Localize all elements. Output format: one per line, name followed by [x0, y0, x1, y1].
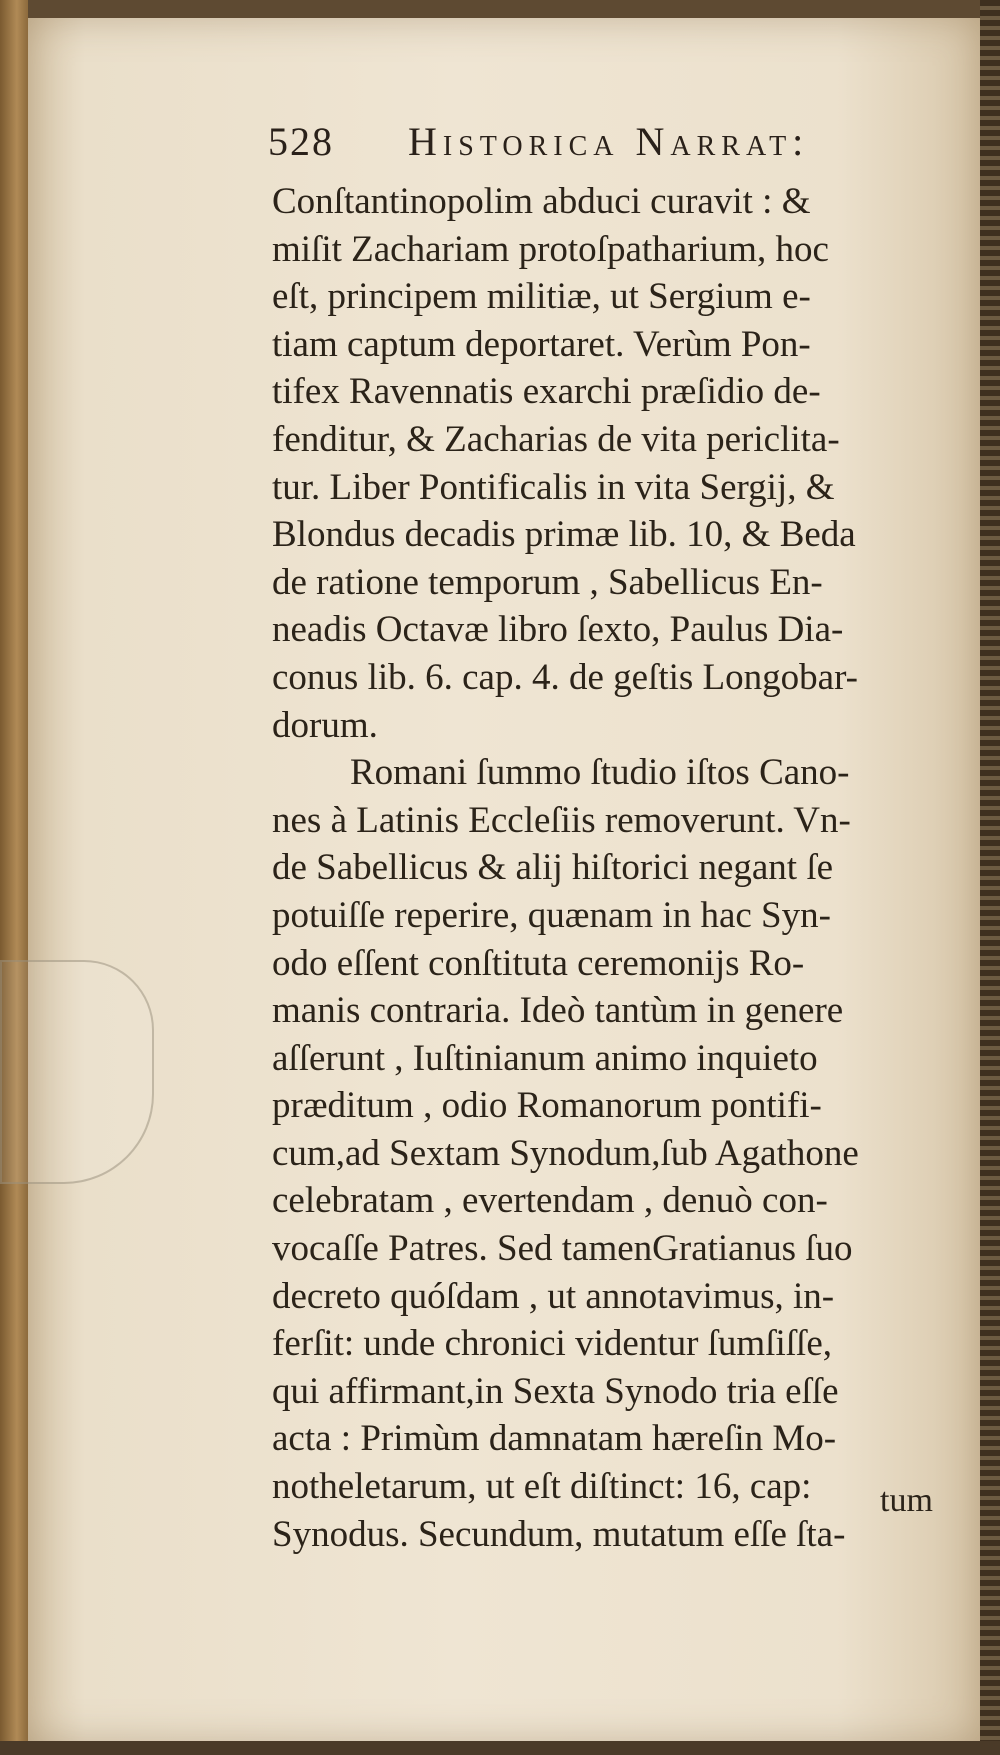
- text-line: cum,ad Sextam Synodum,ſub Agathone: [272, 1132, 859, 1174]
- text-line: qui affirmant,in Sexta Synodo tria eſſe: [272, 1370, 839, 1412]
- text-line: fenditur, & Zacharias de vita periclita-: [272, 418, 840, 460]
- catchword: tum: [880, 1482, 933, 1519]
- text-line: præditum , odio Romanorum pontifi-: [272, 1085, 822, 1127]
- text-line: odo eſſent conſtituta ceremonijs Ro-: [272, 942, 805, 984]
- text-line: manis contraria. Ideò tantùm in genere: [272, 990, 844, 1032]
- running-title: Historica Narrat:: [408, 119, 810, 164]
- text-line: celebratam , evertendam , denuò con-: [272, 1180, 828, 1222]
- text-line: ferſit: unde chronici videntur ſumſiſſe,: [272, 1323, 832, 1365]
- text-line: potuiſſe reperire, quænam in hac Syn-: [272, 894, 831, 936]
- page-number: 528: [268, 119, 334, 164]
- text-line: acta : Primùm damnatam hæreſin Mo-: [272, 1418, 837, 1460]
- bottom-edge: [0, 1741, 1000, 1755]
- text-line: vocaſſe Patres. Sed tamenGratianus ſuo: [272, 1228, 853, 1270]
- page-tab: [0, 960, 154, 1184]
- text-line: Synodus. Secundum, mutatum eſſe ſta-: [272, 1513, 846, 1555]
- text-line: dorum.: [272, 704, 378, 746]
- text-line: Conſtantinopolim abduci curavit : &: [272, 181, 811, 222]
- text-line: de ratione temporum , Sabellicus En-: [272, 561, 823, 603]
- text-line: tiam captum deportaret. Verùm Pon-: [272, 323, 811, 365]
- text-line: nes à Latinis Eccleſiis removerunt. Vn-: [272, 799, 851, 841]
- book-spine: [0, 0, 28, 1755]
- text-line: aſſerunt , Iuſtinianum animo inquieto: [272, 1037, 818, 1079]
- text-line: conus lib. 6. cap. 4. de geſtis Longobar-: [272, 656, 858, 698]
- text-line: miſit Zachariam protoſpatharium, hoc: [272, 228, 829, 270]
- page-header: [268, 118, 908, 168]
- text-line: tifex Ravennatis exarchi præſidio de-: [272, 371, 821, 413]
- text-line: tur. Liber Pontificalis in vita Sergij, &: [272, 466, 835, 508]
- text-line: notheletarum, ut eſt diſtinct: 16, cap:: [272, 1466, 812, 1508]
- text-line: eſt, principem militiæ, ut Sergium e-: [272, 276, 811, 318]
- text-line: de Sabellicus & alij hiſtorici negant ſe: [272, 847, 834, 889]
- text-line: neadis Octavæ libro ſexto, Paulus Dia-: [272, 609, 844, 651]
- text-line: decreto quóſdam , ut annotavimus, in-: [272, 1275, 835, 1317]
- page-edges: [980, 0, 1000, 1755]
- text-line: Blondus decadis primæ lib. 10, & Beda: [272, 514, 856, 556]
- text-line: Romani ſummo ſtudio iſtos Cano-: [350, 752, 850, 794]
- body-text: [272, 178, 972, 1558]
